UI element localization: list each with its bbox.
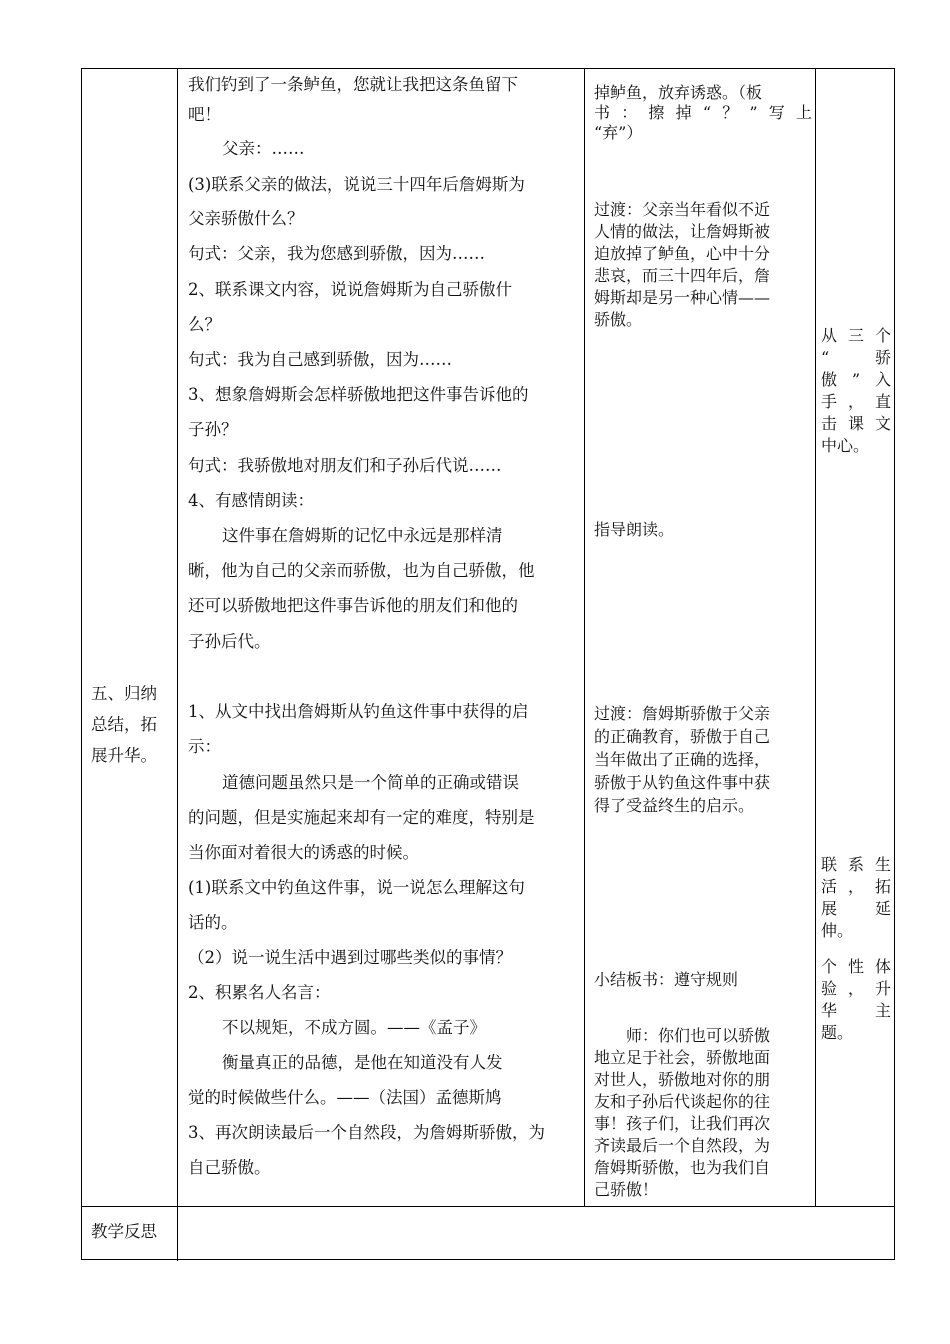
content-line: 2、积累名人名言：: [188, 983, 331, 1002]
note-line: 华 主: [821, 1001, 891, 1020]
note-line: 活，拓: [821, 877, 891, 896]
content-line: 子孙后代。: [188, 632, 271, 651]
content-line: 还可以骄傲地把这件事告诉他的朋友们和他的: [188, 596, 518, 615]
content-line: 子孙？: [188, 420, 238, 439]
note-line: 伸。: [821, 921, 854, 940]
reflection-label: 教学反思: [91, 1222, 157, 1241]
content-line: 3、再次朗读最后一个自然段，为詹姆斯骄傲，为: [188, 1123, 545, 1142]
teacher-line: 过渡：詹姆斯骄傲于父亲: [594, 704, 771, 723]
content-line: 父亲：……: [222, 139, 305, 158]
column-divider-3: [815, 69, 816, 1207]
teacher-line: 对世人，骄傲地对你的朋: [594, 1070, 771, 1089]
content-line: 这件事在詹姆斯的记忆中永远是那样清: [222, 526, 503, 545]
teacher-line: 地立足于社会，骄傲地面: [594, 1048, 771, 1067]
content-line: 吧！: [188, 105, 221, 124]
teacher-line: 骄傲。: [594, 310, 643, 329]
column-divider-2: [584, 69, 585, 1207]
teacher-line: “弃”）: [594, 123, 643, 142]
note-line: 击课文: [821, 414, 891, 433]
teacher-line: 书：擦掉“？”写上: [594, 103, 812, 122]
teacher-line: 当年做出了正确的选择，: [594, 750, 771, 769]
note-line: 展 延: [821, 899, 891, 918]
content-line: 的问题，但是实施起来却有一定的难度，特别是: [188, 808, 535, 827]
teacher-line: 师：你们也可以骄傲: [626, 1026, 771, 1045]
teacher-line: 小结板书：遵守规则: [594, 970, 739, 989]
teacher-line: 事！孩子们，让我们再次: [594, 1114, 771, 1133]
note-line: “ 骄: [821, 348, 891, 367]
column-divider-1: [177, 69, 178, 1207]
teacher-line: 过渡：父亲当年看似不近: [594, 200, 771, 219]
content-line: 晰，他为自己的父亲而骄傲，也为自己骄傲，他: [188, 561, 535, 580]
teacher-line: 悲哀，而三十四年后，詹: [594, 266, 771, 285]
teacher-line: 己骄傲！: [594, 1180, 659, 1199]
content-line: 道德问题虽然只是一个简单的正确或错误: [222, 773, 519, 792]
teacher-line: 迫放掉了鲈鱼，心中十分: [594, 244, 771, 263]
note-line: 手，直: [821, 392, 891, 411]
note-line: 验，升: [821, 979, 891, 998]
note-line: 个性体: [821, 957, 891, 976]
reflection-cell[interactable]: [178, 1207, 894, 1259]
teacher-line: 掉鲈鱼，放弃诱惑。（板: [594, 83, 763, 102]
teacher-line: 得了受益终生的启示。: [594, 796, 755, 815]
content-line: 衡量真正的品德，是他在知道没有人发: [222, 1053, 503, 1072]
content-line: 觉的时候做些什么。——（法国）孟德斯鸠: [188, 1088, 502, 1107]
teacher-line: 詹姆斯骄傲，也为我们自: [594, 1158, 771, 1177]
content-line: 2、联系课文内容，说说詹姆斯为自己骄傲什: [188, 280, 512, 299]
content-line: 句式：我骄傲地对朋友们和子孙后代说……: [188, 456, 502, 475]
content-line: 当你面对着很大的诱惑的时候。: [188, 843, 419, 862]
content-line: 我们钓到了一条鲈鱼，您就让我把这条鱼留下: [188, 75, 518, 94]
note-line: 傲”入: [821, 370, 891, 389]
content-line: (1)联系文中钓鱼这件事，说一说怎么理解这句: [188, 878, 525, 897]
content-line: 句式：父亲，我为您感到骄傲，因为……: [188, 244, 485, 263]
content-line: 1、从文中找出詹姆斯从钓鱼这件事中获得的启: [188, 702, 529, 721]
note-line: 从三个: [821, 326, 891, 345]
content-line: 父亲骄傲什么？: [188, 209, 304, 228]
content-line: (3)联系父亲的做法，说说三十四年后詹姆斯为: [188, 175, 525, 194]
note-line: 题。: [821, 1023, 854, 1042]
content-line: 4、有感情朗读：: [188, 491, 314, 510]
teacher-line: 骄傲于从钓鱼这件事中获: [594, 773, 771, 792]
stage-label-line: 五、归纳: [91, 684, 157, 703]
stage-label-line: 总结，拓: [91, 715, 157, 734]
lesson-plan-table: [81, 68, 895, 1260]
stage-label-line: 展升华。: [91, 746, 157, 765]
teacher-line: 齐读最后一个自然段，为: [594, 1136, 771, 1155]
teacher-line: 指导朗读。: [594, 520, 675, 539]
teacher-line: 友和子孙后代谈起你的往: [594, 1092, 771, 1111]
content-line: 么？: [188, 315, 221, 334]
teacher-line: 的正确教育，骄傲于自己: [594, 727, 771, 746]
teacher-line: 姆斯却是另一种心情——: [594, 288, 771, 307]
content-line: 示：: [188, 737, 221, 756]
content-line: 句式：我为自己感到骄傲，因为……: [188, 350, 452, 369]
content-line: 3、想象詹姆斯会怎样骄傲地把这件事告诉他的: [188, 385, 529, 404]
content-line: 不以规矩，不成方圆。——《孟子》: [222, 1018, 486, 1037]
note-line: 联系生: [821, 855, 891, 874]
content-line: （2）说一说生活中遇到过哪些类似的事情？: [188, 948, 512, 967]
teacher-line: 人情的做法，让詹姆斯被: [594, 222, 771, 241]
note-line: 中心。: [821, 436, 870, 455]
content-line: 话的。: [188, 913, 238, 932]
content-line: 自己骄傲。: [188, 1158, 271, 1177]
